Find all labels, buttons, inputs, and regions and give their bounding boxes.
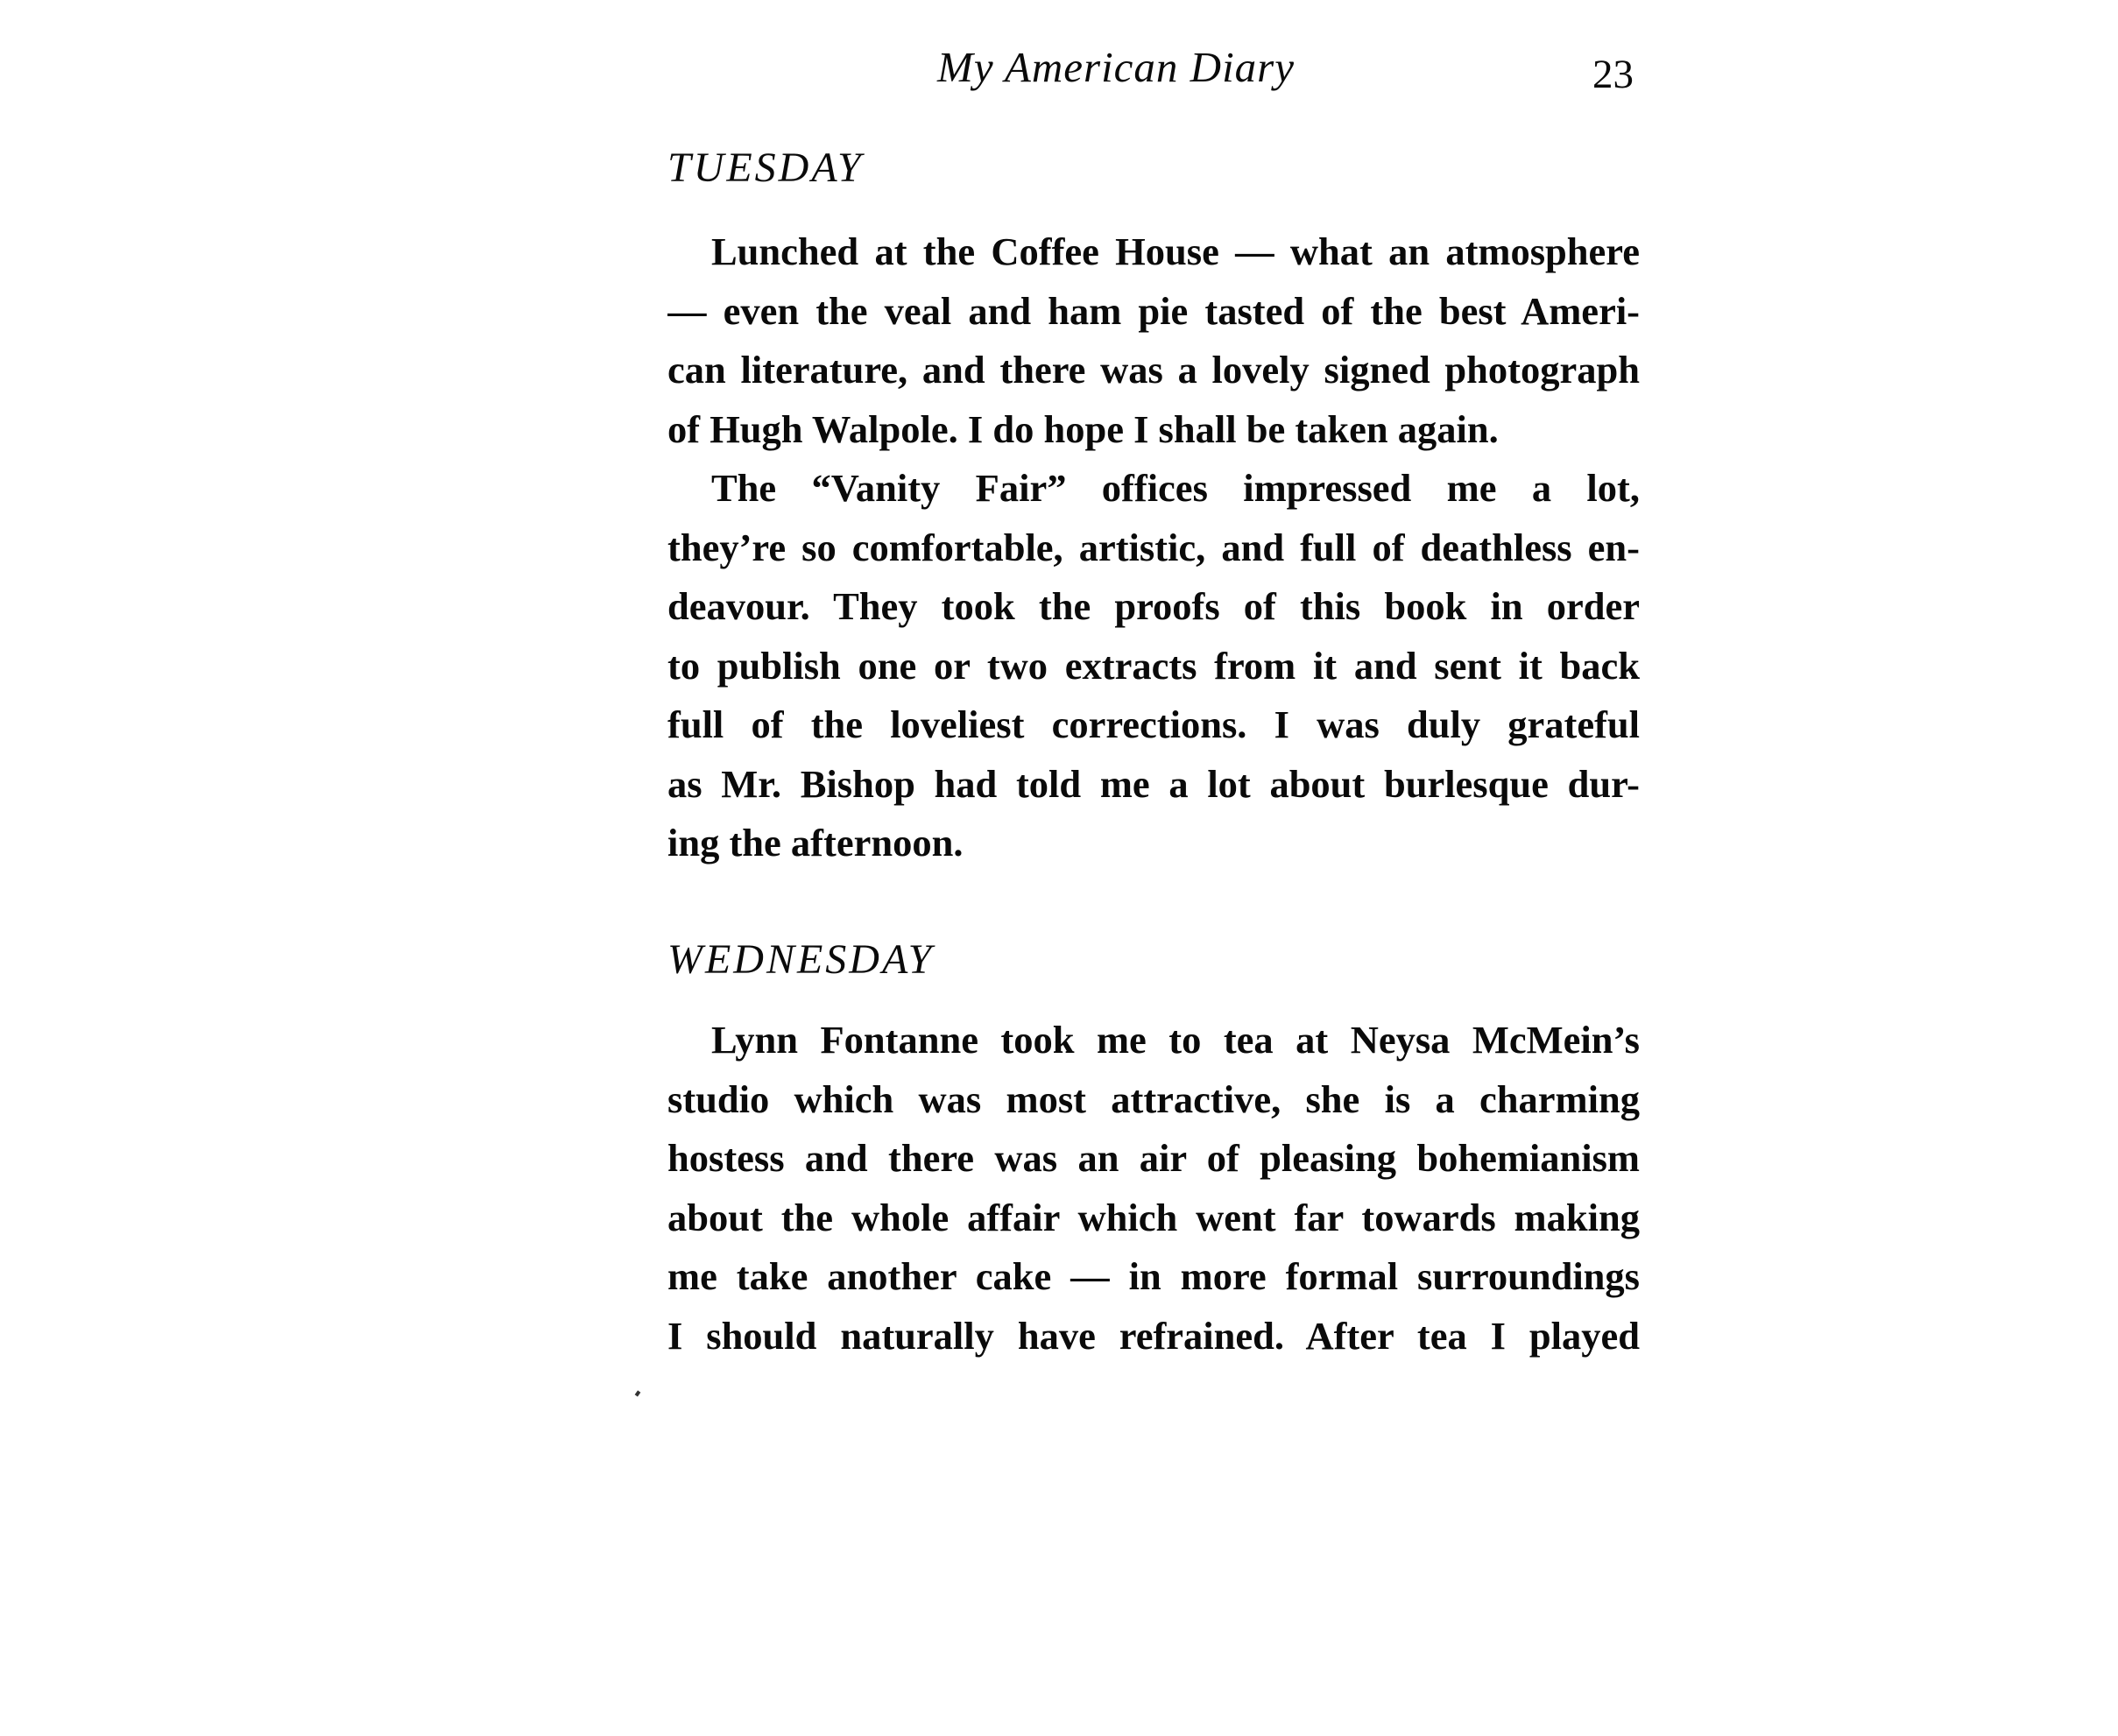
section-heading-tuesday: TUESDAY bbox=[667, 145, 864, 191]
text-line: studio which was most attractive, she is a charming bbox=[667, 1076, 1640, 1121]
paragraph-neysa-mcmein bbox=[667, 1011, 1640, 1366]
text-line: ing the afternoon. bbox=[667, 821, 964, 864]
text-line: Lunched at the Coffee House — what an atmosphere bbox=[711, 229, 1640, 273]
text-line: hostess and there was an air of pleasing bohemianism bbox=[667, 1136, 1640, 1180]
text-line: of Hugh Walpole. I do hope I shall be taken again. bbox=[667, 406, 1499, 451]
text-line: as Mr. Bishop had told me a lot about burlesque dur- bbox=[667, 761, 1640, 806]
text-line: deavour. They took the proofs of this book in order bbox=[667, 584, 1640, 628]
text-line: Lynn Fontanne took me to tea at Neysa McMein’s bbox=[711, 1018, 1640, 1062]
page-number: 23 bbox=[1592, 52, 1634, 97]
paragraph-vanity-fair bbox=[667, 459, 1640, 873]
text-line: they’re so comfortable, artistic, and full of deathless en- bbox=[667, 525, 1640, 569]
text-line: — even the veal and ham pie tasted of the best Ameri- bbox=[667, 288, 1640, 333]
text-line: I should naturally have refrained. After tea I played bbox=[667, 1313, 1640, 1358]
text-line: about the whole affair which went far towards making bbox=[667, 1195, 1640, 1239]
paragraph-coffee-house bbox=[667, 222, 1640, 459]
section-heading-wednesday: WEDNESDAY bbox=[667, 936, 935, 983]
text-line: me take another cake — in more formal surroundings bbox=[667, 1254, 1640, 1298]
text-line: can literature, and there was a lovely signed photograph bbox=[667, 348, 1640, 392]
text-line: The “Vanity Fair” offices impressed me a lot, bbox=[711, 466, 1640, 510]
text-line: to publish one or two extracts from it and sent it back bbox=[667, 643, 1640, 688]
text-line: full of the loveliest corrections. I was duly grateful bbox=[667, 702, 1640, 746]
running-head: My American Diary bbox=[937, 43, 1295, 91]
stray-ink-mark bbox=[635, 1390, 641, 1396]
